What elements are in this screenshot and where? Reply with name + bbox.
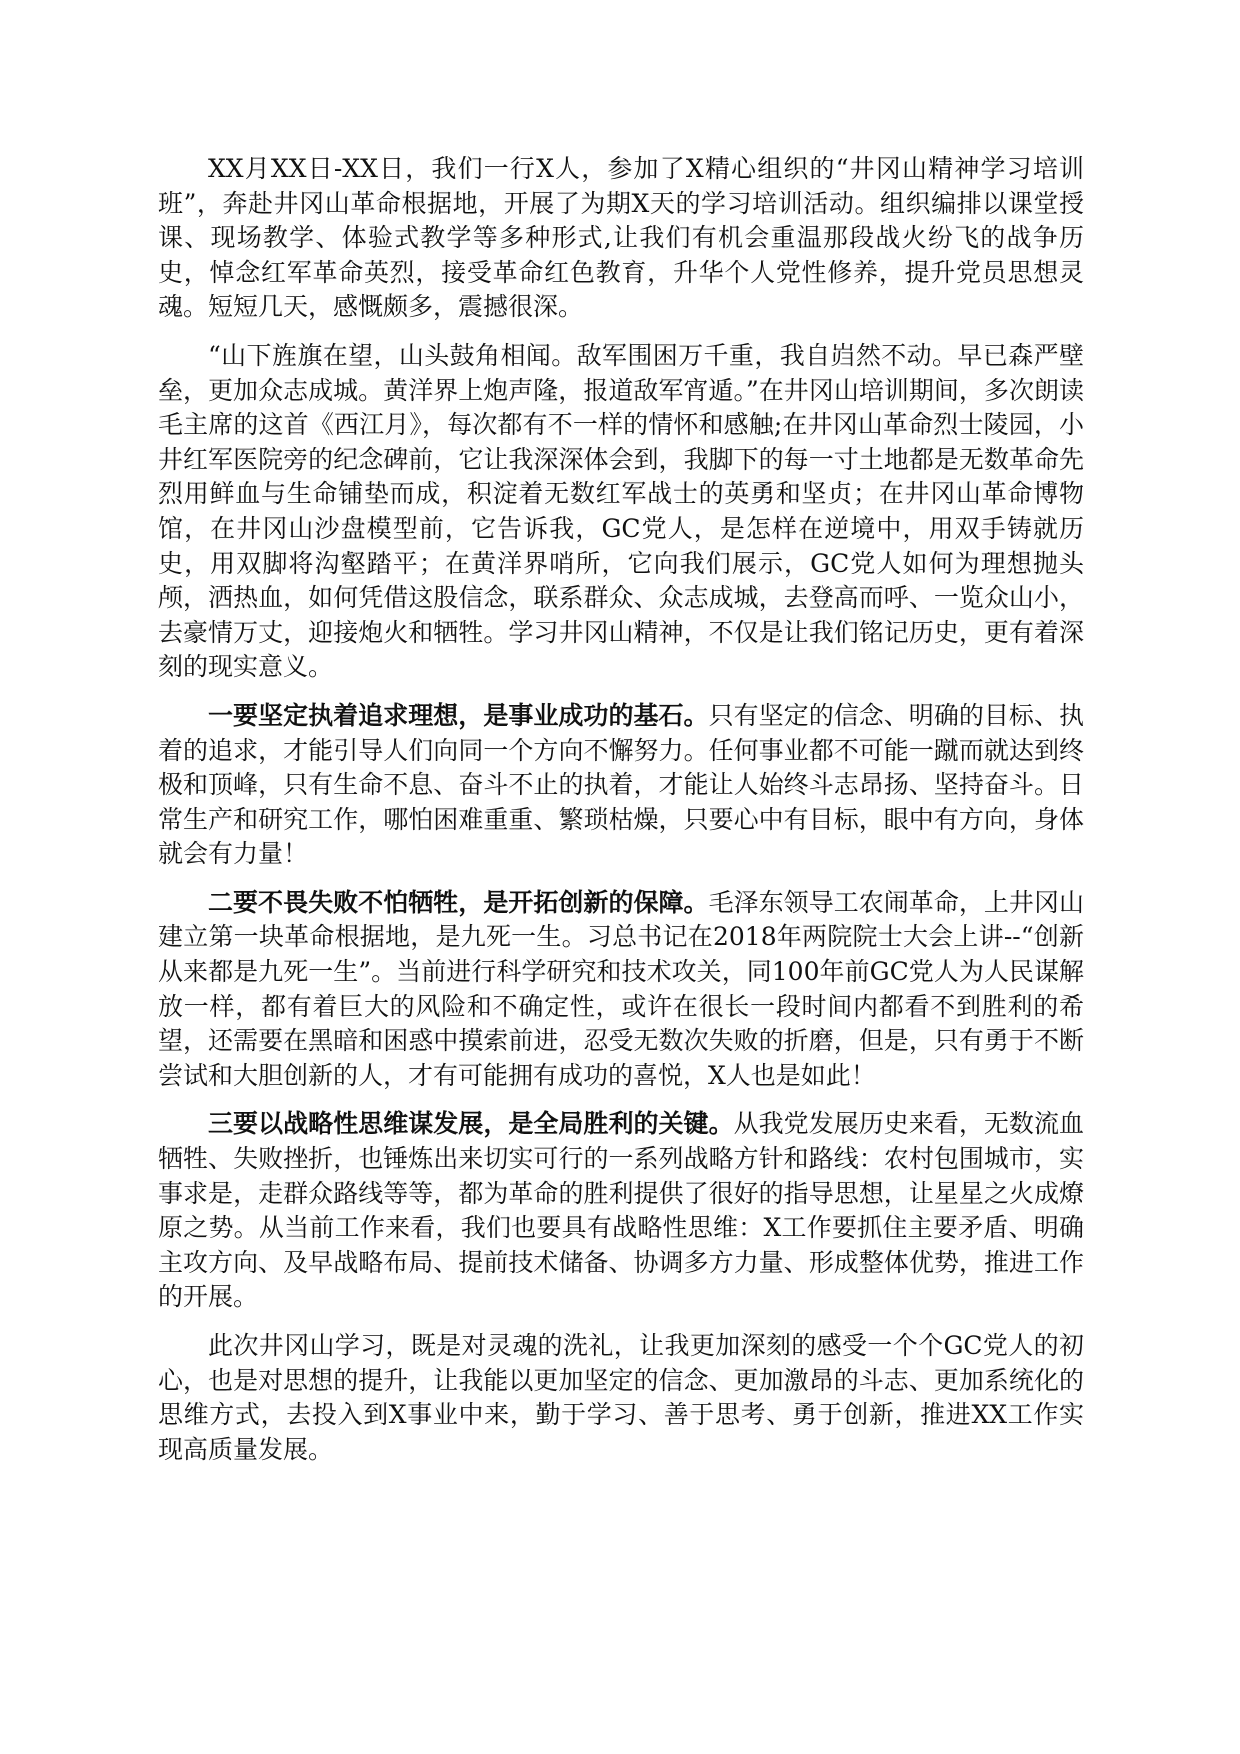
paragraph-conclusion bbox=[158, 1329, 1084, 1467]
paragraph-lead: 三要以战略性思维谋发展，是全局胜利的关键。 bbox=[208, 1109, 734, 1139]
paragraph-text: “山下旌旗在望，山头鼓角相闻。敌军围困万千重，我自岿然不动。早已森严壁垒，更加众志成城。黄洋界上炮声隆，报道敌军宵遁。”在井冈山培训期间，多次朗读毛主席的这首《西江月》，每次都有不一样的情怀和感触;在井冈山革命烈士陵园，小井红军医院旁的纪念碑前，它让我深深体会到，我脚下的每一寸土地都是无数革命先烈用鲜血与生命铺垫而成，积淀着无数红军战士的英勇和坚贞；在井冈山革命博物馆，在井冈山沙盘模型前，它告诉我，GC党人，是怎样在逆境中，用双手铸就历史，用双脚将沟壑踏平；在黄洋界哨所，它向我们展示，GC党人如何为理想抛头颅，洒热血，如何凭借这股信念，联系群众、众志成城，去登高而呼、一览众山小，去豪情万丈，迎接炮火和牺牲。学习井冈山精神，不仅是让我们铭记历史，更有着深刻的现实意义。 bbox=[158, 340, 1084, 682]
paragraph-lead: 二要不畏失败不怕牺牲，是开拓创新的保障。 bbox=[208, 887, 709, 917]
document-page bbox=[158, 152, 1084, 1481]
paragraph-text: 从我党发展历史来看，无数流血牺牲、失败挫折，也锤炼出来切实可行的一系列战略方针和路线：农村包围城市，实事求是，走群众路线等等，都为革命的胜利提供了很好的指导思想，让星星之火成燎原之势。从当前工作来看，我们也要具有战略性思维：X工作要抓住主要矛盾、明确主攻方向、及早战略布局、提前技术储备、协调多方力量、形成整体优势，推进工作的开展。 bbox=[158, 1109, 1084, 1312]
paragraph-lead: 一要坚定执着追求理想，是事业成功的基石。 bbox=[208, 700, 709, 730]
paragraph-intro bbox=[158, 152, 1084, 325]
paragraph-text: 毛泽东领导工农闹革命，上井冈山建立第一块革命根据地，是九死一生。习总书记在2018年两院院士大会上讲--“创新从来都是九死一生”。当前进行科学研究和技术攻关，同100年前GC党人为人民谋解放一样，都有着巨大的风险和不确定性，或许在很长一段时间内都看不到胜利的希望，还需要在黑暗和困惑中摸索前进，忍受无数次失败的折磨，但是，只有勇于不断尝试和大胆创新的人，才有可能拥有成功的喜悦，X人也是如此！ bbox=[158, 887, 1084, 1090]
paragraph-text: 此次井冈山学习，既是对灵魂的洗礼，让我更加深刻的感受一个个GC党人的初心，也是对思想的提升，让我能以更加坚定的信念、更加激昂的斗志、更加系统化的思维方式，去投入到X事业中来，勤于学习、善于思考、勇于创新，推进XX工作实现高质量发展。 bbox=[158, 1331, 1084, 1464]
paragraph-point-one bbox=[158, 699, 1084, 872]
paragraph-text: 只有坚定的信念、明确的目标、执着的追求，才能引导人们向同一个方向不懈努力。任何事业都不可能一蹴而就达到终极和顶峰，只有生命不息、奋斗不止的执着，才能让人始终斗志昂扬、坚持奋斗。日常生产和研究工作，哪怕困难重重、繁琐枯燥，只要心中有目标，眼中有方向，身体就会有力量！ bbox=[158, 700, 1084, 869]
paragraph-point-two bbox=[158, 886, 1084, 1094]
paragraph-point-three bbox=[158, 1107, 1084, 1315]
paragraph-text: XX月XX日-XX日，我们一行X人，参加了X精心组织的“井冈山精神学习培训班”，奔赴井冈山革命根据地，开展了为期X天的学习培训活动。组织编排以课堂授课、现场教学、体验式教学等多种形式,让我们有机会重温那段战火纷飞的战争历史，悼念红军革命英烈，接受革命红色教育，升华个人党性修养，提升党员思想灵魂。短短几天，感慨颇多，震撼很深。 bbox=[158, 154, 1084, 322]
paragraph-poem-reflection bbox=[158, 339, 1084, 685]
